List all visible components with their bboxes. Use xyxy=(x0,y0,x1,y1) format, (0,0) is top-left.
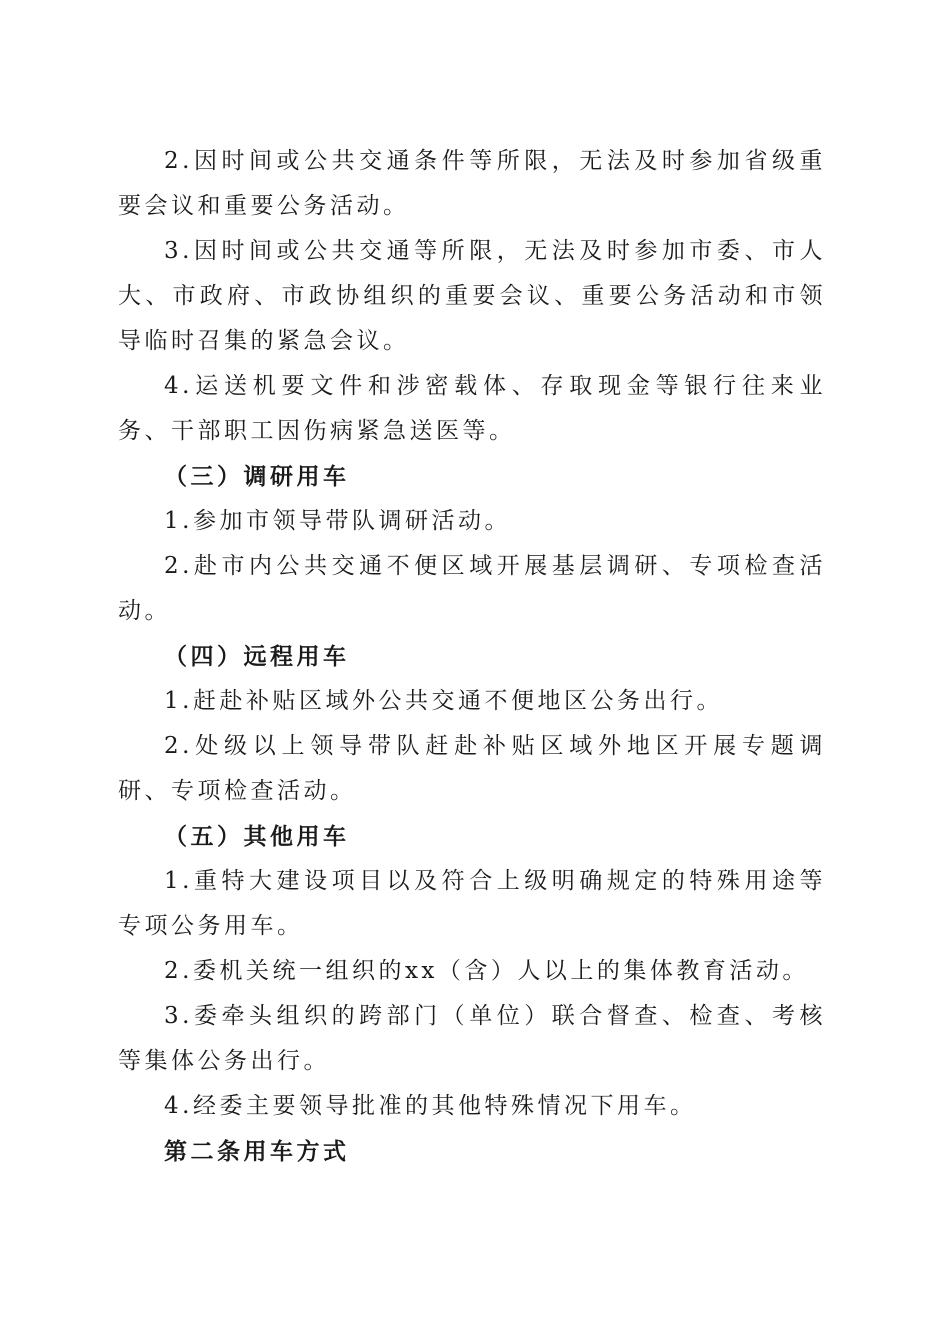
document-body xyxy=(118,139,826,1174)
list-item: 1.赶赴补贴区域外公共交通不便地区公务出行。 xyxy=(164,688,723,714)
list-item: 3.委牵头组织的跨部门（单位）联合督查、检查、考核等集体公务出行。 xyxy=(118,1003,826,1074)
list-item: 3.因时间或公共交通等所限，无法及时参加市委、市人大、市政府、市政协组织的重要会议、重要公务活动和市领导临时召集的紧急会议。 xyxy=(118,238,826,354)
list-item: 2.处级以上领导带队赶赴补贴区域外地区开展专题调研、专项检查活动。 xyxy=(118,733,826,804)
list-item: 1.重特大建设项目以及符合上级明确规定的特殊用途等专项公务用车。 xyxy=(118,868,826,939)
section-heading: （四）远程用车 xyxy=(164,643,350,670)
article-heading: 第二条用车方式 xyxy=(164,1138,350,1165)
section-heading: （三）调研用车 xyxy=(164,463,350,490)
list-item: 2.因时间或公共交通条件等所限，无法及时参加省级重要会议和重要公务活动。 xyxy=(118,148,826,219)
list-item: 2.赴市内公共交通不便区域开展基层调研、专项检查活动。 xyxy=(118,553,826,624)
list-item: 4.经委主要领导批准的其他特殊情况下用车。 xyxy=(164,1093,697,1119)
list-item: 2.委机关统一组织的xx（含）人以上的集体教育活动。 xyxy=(164,958,809,984)
list-item: 1.参加市领导带队调研活动。 xyxy=(164,508,511,534)
list-item: 4.运送机要文件和涉密载体、存取现金等银行往来业务、干部职工因伤病紧急送医等。 xyxy=(118,373,826,444)
section-heading: （五）其他用车 xyxy=(164,823,350,850)
